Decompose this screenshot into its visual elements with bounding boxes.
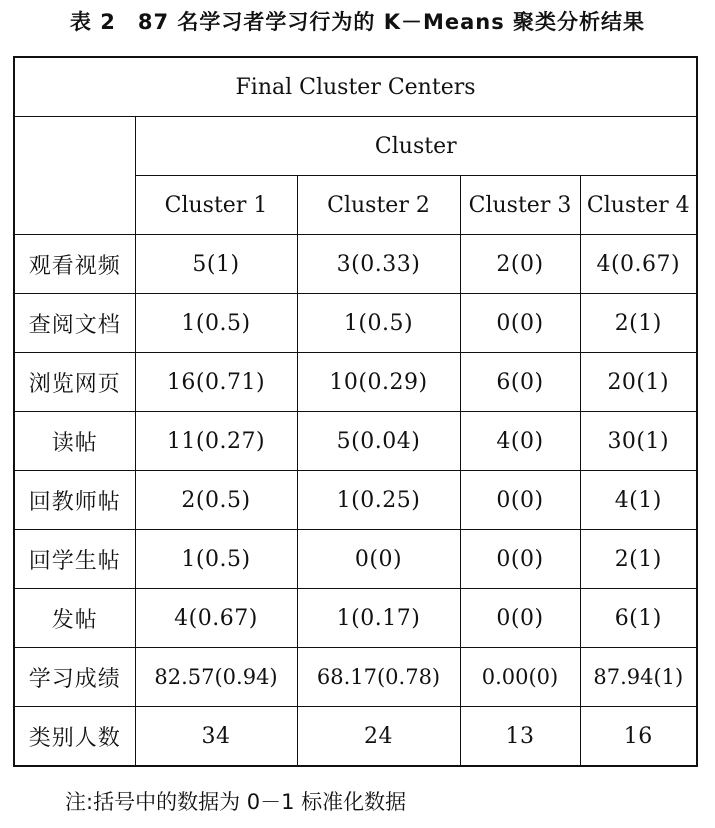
table-cell: 13 xyxy=(460,707,580,767)
table-cell: 0(0) xyxy=(297,530,460,589)
table-cell: 0(0) xyxy=(460,471,580,530)
row-label: 类别人数 xyxy=(14,707,135,767)
table-row xyxy=(14,707,697,767)
table-cell: 1(0.5) xyxy=(297,294,460,353)
row-label: 回教师帖 xyxy=(14,471,135,530)
table-cell: 30(1) xyxy=(580,412,697,471)
table-title-row xyxy=(14,57,697,117)
table-cell: 68.17(0.78) xyxy=(297,648,460,707)
table-cell: 1(0.5) xyxy=(135,530,297,589)
table-cell: 1(0.17) xyxy=(297,589,460,648)
table-row xyxy=(14,648,697,707)
table-row xyxy=(14,412,697,471)
row-label: 读帖 xyxy=(14,412,135,471)
table-cell: 4(0) xyxy=(460,412,580,471)
table-caption-text: 87 名学习者学习行为的 K－Means 聚类分析结果 xyxy=(137,10,646,34)
row-label: 发帖 xyxy=(14,589,135,648)
table-cell: 24 xyxy=(297,707,460,767)
table-caption xyxy=(0,2,715,42)
table-cell: 0(0) xyxy=(460,589,580,648)
table-row xyxy=(14,530,697,589)
column-header: Cluster 4 xyxy=(580,176,697,235)
table-row xyxy=(14,589,697,648)
column-header: Cluster 3 xyxy=(460,176,580,235)
table-row xyxy=(14,471,697,530)
table-cell: 16 xyxy=(580,707,697,767)
row-label: 查阅文档 xyxy=(14,294,135,353)
table-cell: 0(0) xyxy=(460,530,580,589)
table-cell: 2(1) xyxy=(580,530,697,589)
cluster-group-row xyxy=(14,117,697,176)
table-cell: 1(0.25) xyxy=(297,471,460,530)
cluster-group-header: Cluster xyxy=(135,117,697,176)
table-cell: 3(0.33) xyxy=(297,235,460,294)
table-cell: 6(0) xyxy=(460,353,580,412)
table-cell: 4(1) xyxy=(580,471,697,530)
table-cell: 87.94(1) xyxy=(580,648,697,707)
column-header: Cluster 2 xyxy=(297,176,460,235)
row-label: 学习成绩 xyxy=(14,648,135,707)
table-footnote: 注:括号中的数据为 0－1 标准化数据 xyxy=(65,790,407,814)
table-cell: 11(0.27) xyxy=(135,412,297,471)
table-row xyxy=(14,235,697,294)
table-row xyxy=(14,294,697,353)
table-cell: 4(0.67) xyxy=(580,235,697,294)
table-cell: 5(1) xyxy=(135,235,297,294)
table-cell: 20(1) xyxy=(580,353,697,412)
table-cell: 6(1) xyxy=(580,589,697,648)
corner-cell xyxy=(14,117,135,235)
table-cell: 5(0.04) xyxy=(297,412,460,471)
cluster-centers-table xyxy=(13,56,698,767)
table-cell: 82.57(0.94) xyxy=(135,648,297,707)
column-header: Cluster 1 xyxy=(135,176,297,235)
table-cell: 10(0.29) xyxy=(297,353,460,412)
table-cell: 1(0.5) xyxy=(135,294,297,353)
row-label: 回学生帖 xyxy=(14,530,135,589)
table-cell: 2(0) xyxy=(460,235,580,294)
table-row xyxy=(14,353,697,412)
table-cell: 2(0.5) xyxy=(135,471,297,530)
table-cell: 34 xyxy=(135,707,297,767)
table-cell: 4(0.67) xyxy=(135,589,297,648)
table-cell: 16(0.71) xyxy=(135,353,297,412)
table-cell: 0(0) xyxy=(460,294,580,353)
table-cell: 2(1) xyxy=(580,294,697,353)
row-label: 浏览网页 xyxy=(14,353,135,412)
row-label: 观看视频 xyxy=(14,235,135,294)
table-cell: 0.00(0) xyxy=(460,648,580,707)
table-number: 表 2 xyxy=(69,10,116,34)
table-title: Final Cluster Centers xyxy=(14,57,697,117)
